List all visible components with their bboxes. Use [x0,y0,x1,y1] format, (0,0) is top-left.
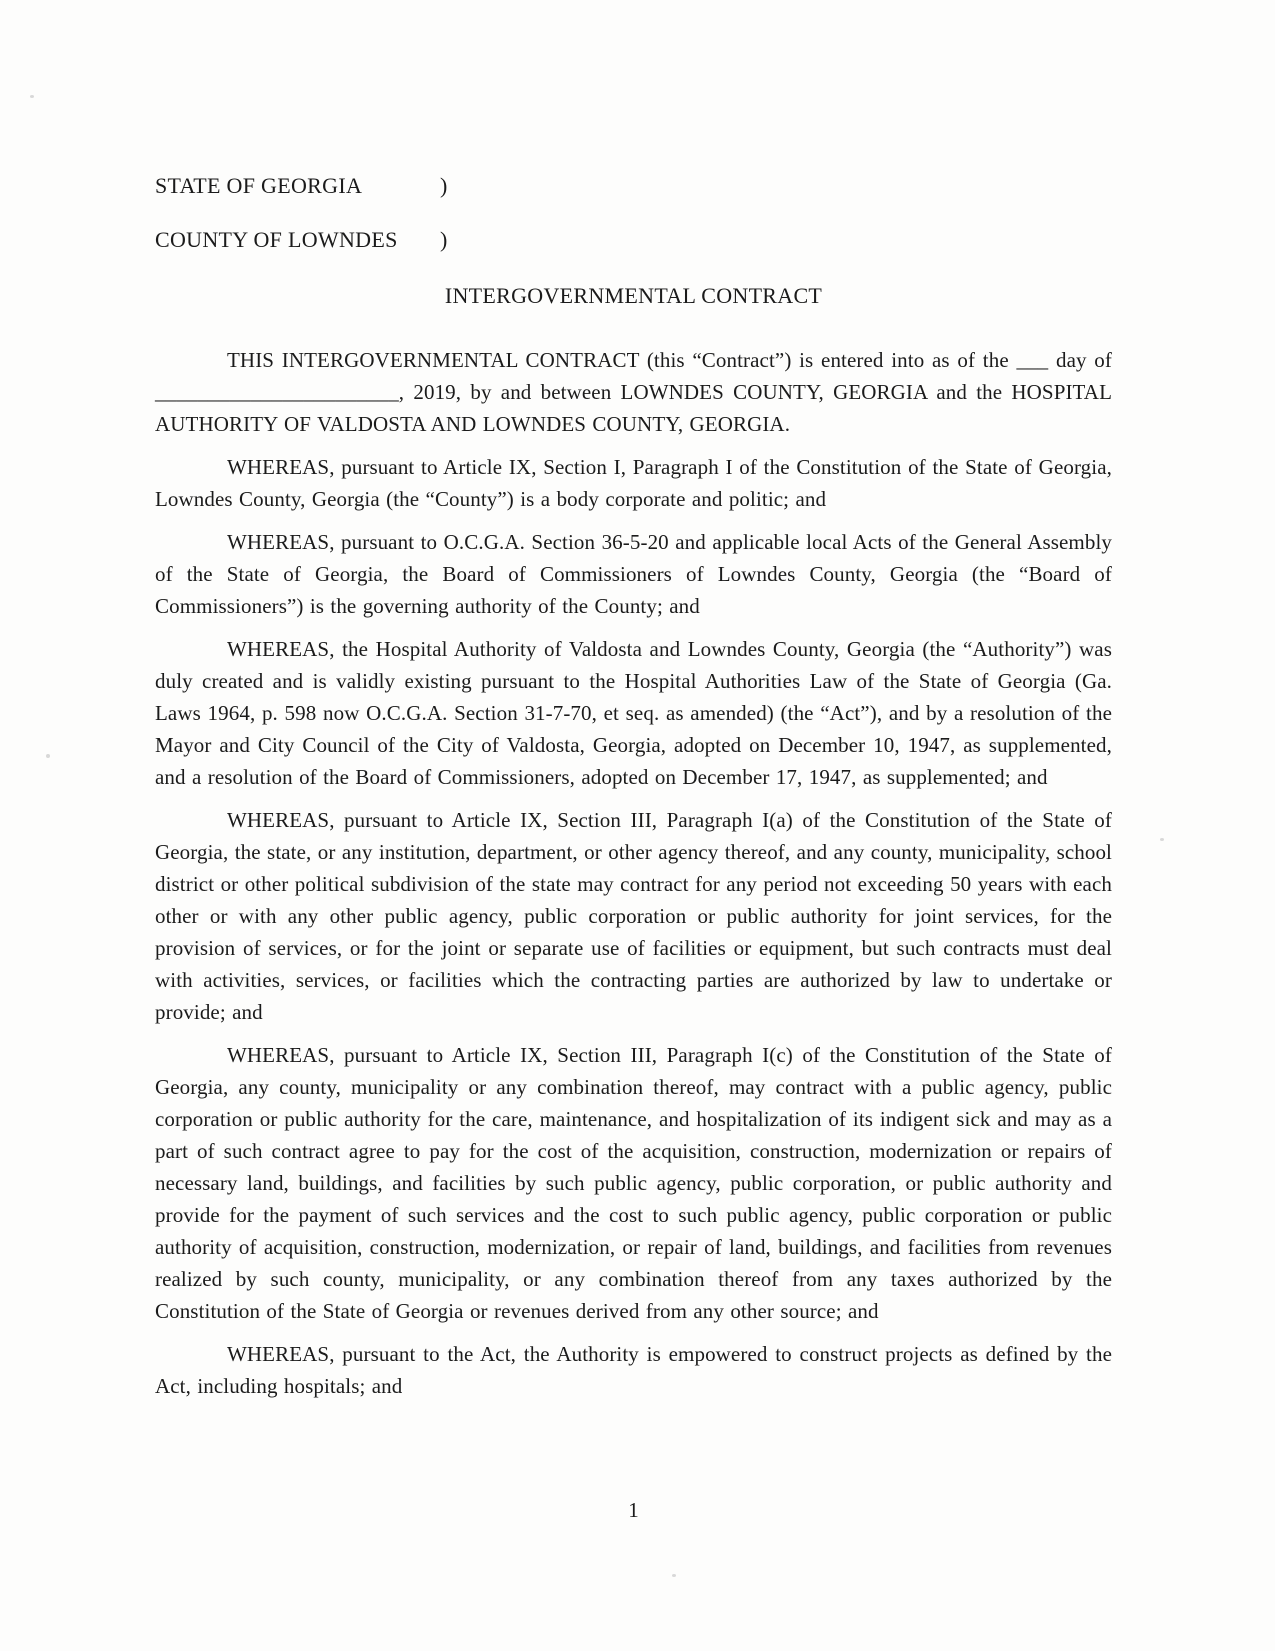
scan-speck [46,754,50,758]
page-number: 1 [628,1498,639,1522]
whereas-paragraph-5: WHEREAS, pursuant to Article IX, Section III, Paragraph I(c) of the Constitution of the State of Georgia, any county, municipality or any combination thereof, may contract with a public agency, public corporation or public authority for the care, maintenance, and hospitalization of its indigent sick and may as a part of such contract agree to pay for the cost of the acquisition, construction, modernization or repairs of necessary land, buildings, and facilities by such public agency, public corporation, or public authority and provide for the payment of such services and the cost to such public agency, public corporation or public authority of acquisition, construction, modernization, or repair of land, buildings, and facilities from revenues realized by such county, municipality, or any combination thereof from any taxes authorized by the Constitution of the State of Georgia or revenues derived from any other source; and [155,1043,1112,1323]
contract-paragraph-intro: THIS INTERGOVERNMENTAL CONTRACT (this “Contract”) is entered into as of the ___ day of _______________________, 2019, by and between LOWNDES COUNTY, GEORGIA and the HOSPITAL AUTHORITY OF VALDOSTA AND LOWNDES COUNTY, GEORGIA. [155,348,1112,436]
scan-speck [1160,838,1164,841]
county-caption-paren: ) [440,227,448,252]
whereas-paragraph-6: WHEREAS, pursuant to the Act, the Authority is empowered to construct projects as defined by the Act, including hospitals; and [155,1342,1112,1398]
whereas-paragraph-4: WHEREAS, pursuant to Article IX, Section III, Paragraph I(a) of the Constitution of the State of Georgia, the state, or any institution, department, or other agency thereof, and any county, municipality, school district or other political subdivision of the state may contract for any period not exceeding 50 years with each other or with any other public agency, public corporation or public authority for joint services, for the provision of services, or for the joint or separate use of facilities or equipment, but such contracts must deal with activities, services, or facilities which the contracting parties are authorized by law to undertake or provide; and [155,808,1112,1024]
document-title: INTERGOVERNMENTAL CONTRACT [444,283,823,308]
whereas-paragraph-1: WHEREAS, pursuant to Article IX, Section I, Paragraph I of the Constitution of the State of Georgia, Lowndes County, Georgia (the “County”) is a body corporate and politic; and [155,455,1112,511]
document-body [155,344,1112,1402]
scan-speck [672,1574,676,1577]
state-caption-label: STATE OF GEORGIA [155,173,363,198]
whereas-paragraph-2: WHEREAS, pursuant to O.C.G.A. Section 36-5-20 and applicable local Acts of the General Assembly of the State of Georgia, the Board of Commissioners of Lowndes County, Georgia (the “Board of Commissioners”) is the governing authority of the County; and [155,530,1112,618]
document-content [155,172,1112,1402]
county-caption-line [155,226,1112,254]
county-caption-label: COUNTY OF LOWNDES [155,227,398,252]
whereas-paragraph-3: WHEREAS, the Hospital Authority of Valdosta and Lowndes County, Georgia (the “Authority”) was duly created and is validly existing pursuant to the Hospital Authorities Law of the State of Georgia (Ga. Laws 1964, p. 598 now O.C.G.A. Section 31-7-70, et seq. as amended) (the “Act”), and by a resolution of the Mayor and City Council of the City of Valdosta, Georgia, adopted on December 10, 1947, as supplemented, and a resolution of the Board of Commissioners, adopted on December 17, 1947, as supplemented; and [155,637,1112,789]
scan-speck [30,95,34,98]
state-caption-line [155,172,1112,200]
state-caption-paren: ) [440,173,448,198]
